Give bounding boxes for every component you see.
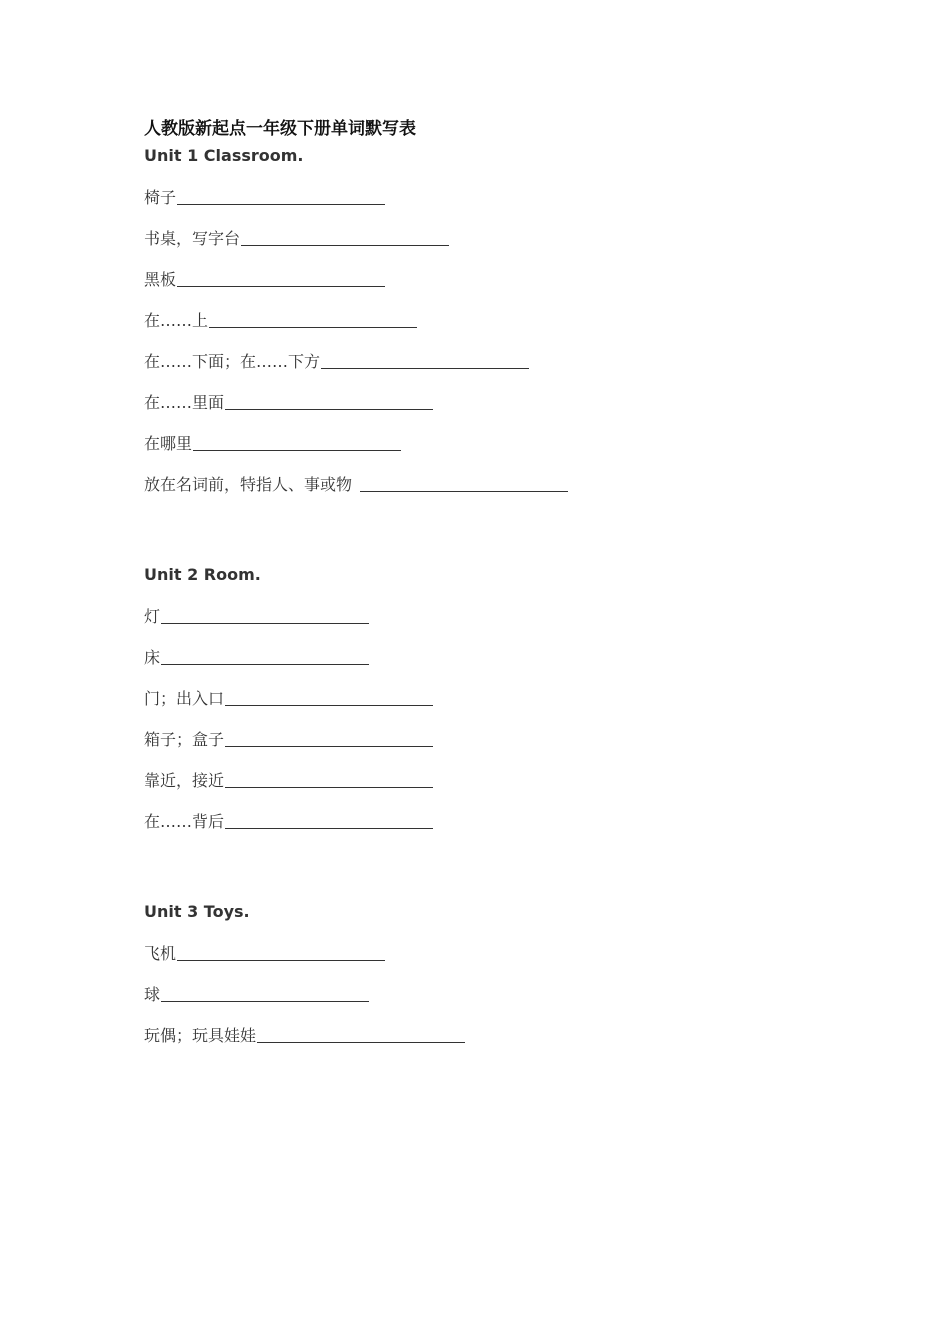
list-item	[144, 603, 369, 627]
item-label: 箱子；盒子	[144, 730, 225, 749]
unit-1-heading: Unit 1 Classroom.	[144, 146, 304, 165]
list-item	[144, 307, 417, 331]
item-label: 灯	[144, 607, 161, 626]
answer-blank[interactable]	[225, 704, 433, 706]
list-item	[144, 225, 449, 249]
list-item	[144, 430, 401, 454]
list-item	[144, 981, 369, 1005]
answer-blank[interactable]	[257, 1041, 465, 1043]
list-item	[144, 184, 385, 208]
item-label: 床	[144, 648, 161, 667]
item-label: 在……上	[144, 311, 209, 330]
answer-blank[interactable]	[193, 449, 401, 451]
answer-blank[interactable]	[241, 244, 449, 246]
item-label: 玩偶；玩具娃娃	[144, 1026, 257, 1045]
item-label: 在……下面；在……下方	[144, 352, 321, 371]
list-item	[144, 685, 433, 709]
unit-3-heading: Unit 3 Toys.	[144, 902, 250, 921]
page-title: 人教版新起点一年级下册单词默写表	[144, 119, 416, 139]
answer-blank[interactable]	[360, 490, 568, 492]
answer-blank[interactable]	[225, 786, 433, 788]
item-label: 黑板	[144, 270, 177, 289]
answer-blank[interactable]	[177, 959, 385, 961]
list-item	[144, 471, 568, 495]
answer-blank[interactable]	[161, 622, 369, 624]
answer-blank[interactable]	[161, 1000, 369, 1002]
answer-blank[interactable]	[177, 203, 385, 205]
answer-blank[interactable]	[225, 827, 433, 829]
answer-blank[interactable]	[225, 745, 433, 747]
item-label: 放在名词前，特指人、事或物	[144, 475, 353, 494]
list-item	[144, 644, 369, 668]
item-label: 靠近，接近	[144, 771, 225, 790]
item-label: 门；出入口	[144, 689, 225, 708]
list-item	[144, 767, 433, 791]
list-item	[144, 808, 433, 832]
list-item	[144, 940, 385, 964]
list-item	[144, 389, 433, 413]
item-label: 在哪里	[144, 434, 193, 453]
answer-blank[interactable]	[321, 367, 529, 369]
answer-blank[interactable]	[225, 408, 433, 410]
answer-blank[interactable]	[161, 663, 369, 665]
item-label: 飞机	[144, 944, 177, 963]
list-item	[144, 1022, 465, 1046]
item-label: 在……背后	[144, 812, 225, 831]
answer-blank[interactable]	[209, 326, 417, 328]
list-item	[144, 348, 529, 372]
unit-2-heading: Unit 2 Room.	[144, 565, 261, 584]
list-item	[144, 726, 433, 750]
item-label: 书桌，写字台	[144, 229, 241, 248]
answer-blank[interactable]	[177, 285, 385, 287]
item-label: 椅子	[144, 188, 177, 207]
list-item	[144, 266, 385, 290]
item-label: 在……里面	[144, 393, 225, 412]
item-label: 球	[144, 985, 161, 1004]
